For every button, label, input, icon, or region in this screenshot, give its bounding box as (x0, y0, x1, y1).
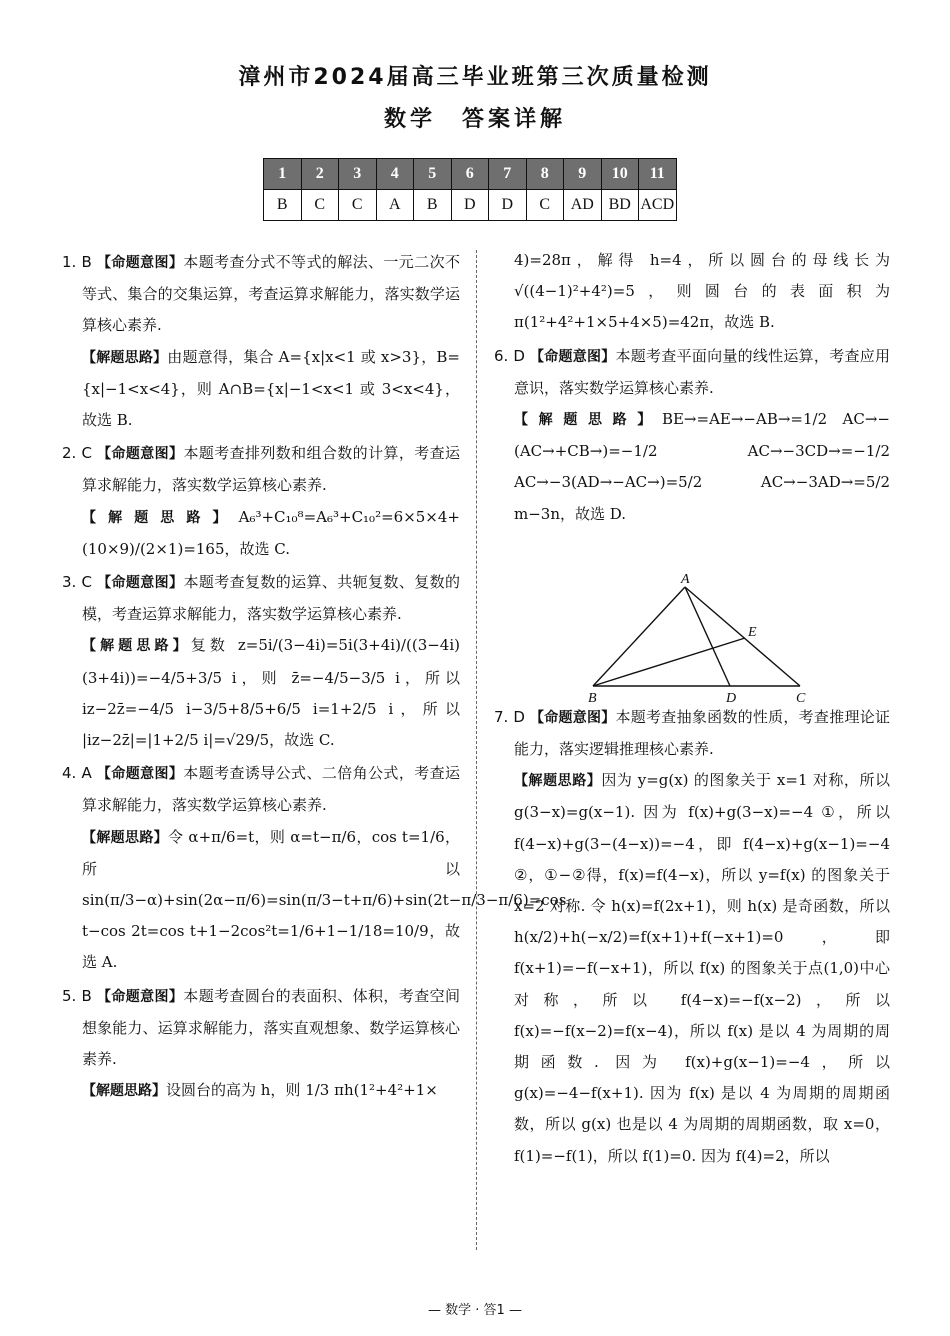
answer-cell: D (451, 190, 489, 221)
answer-cell: B (264, 190, 302, 221)
point-label-e: E (748, 625, 757, 640)
intent-label: 【命题意图】 (96, 766, 184, 783)
answer-key-answer-row (264, 190, 677, 221)
intent-text: 本题考查排列数和组合数的计算，考查运算求解能力，落实数学运算核心素养. (82, 444, 460, 495)
approach-text: A₆³+C₁₀⁸=A₆³+C₁₀²=6×5×4+(10×9)/(2×1)=165，故选 C. (82, 507, 460, 558)
answer-key-table (263, 158, 677, 221)
question-number: 8 (526, 159, 564, 190)
question-number: 7 (489, 159, 527, 190)
triangle-figure (580, 570, 820, 710)
solution-1-approach (60, 342, 460, 437)
solution-6 (492, 341, 890, 404)
answer-cell: D (489, 190, 527, 221)
page-subtitle: 数学 答案详解 (383, 107, 566, 132)
intent-label: 【命题意图】 (96, 988, 184, 1005)
answer-key-number-row (264, 159, 677, 190)
solution-5 (60, 981, 460, 1076)
question-head: 4. A (62, 764, 92, 783)
question-number: 10 (601, 159, 639, 190)
intent-text: 本题考查平面向量的线性运算，考查应用意识，落实数学运算核心素养. (514, 346, 890, 397)
segment-ad (685, 587, 730, 686)
solution-6-approach (492, 404, 890, 530)
intent-text: 本题考查复数的运算、共轭复数、复数的模，考查运算求解能力，落实数学运算核心素养. (82, 573, 460, 624)
intent-text: 本题考查抽象函数的性质，考查推理论证能力，落实逻辑推理核心素养. (514, 707, 890, 759)
approach-label: 【解题思路】 (514, 412, 662, 429)
page-footer: — 数学 · 答1 — (428, 1303, 522, 1318)
solution-7 (492, 702, 890, 765)
intent-label: 【命题意图】 (529, 709, 616, 726)
solution-7-approach (492, 765, 890, 1172)
answer-cell: A (376, 190, 414, 221)
answer-cell: C (339, 190, 377, 221)
solution-5-approach (60, 1075, 460, 1107)
solution-3-approach (60, 630, 460, 756)
answer-cell: ACD (639, 190, 677, 221)
intent-label: 【命题意图】 (97, 446, 184, 463)
point-label-d: D (726, 691, 737, 706)
solution-5-continued (492, 245, 890, 339)
question-head: 3. C (62, 573, 92, 592)
question-number: 3 (339, 159, 377, 190)
question-head: 7. D (494, 707, 525, 726)
page-title: 漳州市2024届高三毕业班第三次质量检测 (238, 65, 712, 90)
approach-label: 【解题思路】 (82, 829, 168, 846)
intent-label: 【命题意图】 (97, 575, 184, 592)
question-head: 6. D (494, 346, 525, 365)
solution-1 (60, 247, 460, 342)
solution-4-approach (60, 822, 567, 979)
answer-cell: C (526, 190, 564, 221)
answer-cell: C (301, 190, 339, 221)
answer-cell: B (414, 190, 452, 221)
question-head: 2. C (62, 444, 92, 463)
question-number: 2 (301, 159, 339, 190)
solution-3 (60, 567, 460, 630)
question-number: 9 (564, 159, 602, 190)
intent-label: 【命题意图】 (96, 255, 184, 271)
column-divider (476, 250, 477, 1250)
question-number: 1 (264, 159, 302, 190)
segment-ac (685, 587, 800, 686)
approach-label: 【解题思路】 (82, 509, 239, 526)
intent-text: 本题考查分式不等式的解法、一元二次不等式、集合的交集运算，考查运算求解能力，落实数学运算核心素养. (82, 253, 460, 335)
approach-label: 【解题思路】 (82, 349, 168, 366)
answer-cell: AD (564, 190, 602, 221)
solution-2-approach (60, 502, 460, 565)
question-number: 11 (639, 159, 677, 190)
answer-cell: BD (601, 190, 639, 221)
approach-text: 复数 z=5i/(3−4i)=5i(3+4i)/((3−4i)(3+4i))=−4/5+3/5 i，则 z̄=−4/5−3/5 i，所以 iz−2z̄=−4/5 i−3/5+8/5+6/5 i=1+2/5 i，所以 |iz−2z̄|=|1+2/5 i|=√29/5，故选 C. (82, 636, 460, 750)
intent-label: 【命题意图】 (529, 348, 616, 365)
point-label-b: B (588, 691, 597, 706)
intent-text: 本题考查圆台的表面积、体积，考查空间想象能力、运算求解能力，落实直观想象、数学运算核心素养. (82, 986, 460, 1069)
approach-text: 令 α+π/6=t，则 α=t−π/6，cos t=1/6，所以 sin(π/3−α)+sin(2α−π/6)=sin(π/3−t+π/6)+sin(2t−π/3−π/6)=cos t−cos 2t=cos t+1−2cos²t=1/6+1−1/18=10/9，故选 A. (82, 827, 567, 972)
point-label-c: C (796, 691, 806, 706)
approach-text: 因为 y=g(x) 的图象关于 x=1 对称，所以 g(3−x)=g(x−1). 因为 f(x)+g(3−x)=−4 ①，所以 f(4−x)+g(3−(4−x))=−4，即 f(4−x)+g(x−1)=−4 ②，①−②得，f(x)=f(4−x)，所以 y=f(x) 的图象关于 x=2 对称. 令 h(x)=f(2x+1)，则 h(x) 是奇函数，所以 h(x/2)+h(−x/2)=f(x+1)+f(−x+1)=0，即 f(x+1)=−f(−x+1)，所以 f(x) 的图象关于点(1,0)中心对称，所以 f(4−x)=−f(x−2)，所以 f(x)=−f(x−2)=f(x−4)，所以 f(x) 是以 4 为周期的周期函数. 因为 f(x)+g(x−1)=−4，所以 g(x)=−4−f(x+1). 因为 f(x) 是以 4 为周期的周期函数，所以 g(x) 也是以 4 为周期的周期函数，取 x=0，f(1)=−f(1)，所以 f(1)=0. 因为 f(4)=2，所以 (514, 771, 891, 1165)
solution-2 (60, 438, 460, 501)
intent-text: 本题考查诱导公式、二倍角公式，考查运算求解能力，落实数学运算核心素养. (82, 764, 461, 815)
approach-text: 设圆台的高为 h，则 1/3 πh(1²+4²+1× (166, 1081, 438, 1100)
approach-label: 【解题思路】 (82, 638, 191, 655)
approach-text: 4)=28π，解得 h=4，所以圆台的母线长为 √((4−1)²+4²)=5，则圆台的表面积为 π(1²+4²+1×5+4×5)=42π，故选 B. (514, 251, 890, 332)
approach-text: 由题意得，集合 A={x|x<1 或 x>3}，B={x|−1<x<4}，则 A∩B={x|−1<x<1 或 3<x<4}，故选 B. (82, 347, 460, 430)
question-head: 1. B (62, 253, 92, 271)
question-number: 4 (376, 159, 414, 190)
solution-4 (60, 758, 460, 821)
question-number: 5 (414, 159, 452, 190)
question-head: 5. B (62, 986, 92, 1005)
question-number: 6 (451, 159, 489, 190)
approach-label: 【解题思路】 (514, 773, 602, 790)
approach-label: 【解题思路】 (82, 1083, 166, 1100)
approach-text: BE→=AE→−AB→=1/2 AC→−(AC→+CB→)=−1/2 AC→−3CD→=−1/2 AC→−3(AD→−AC→)=5/2 AC→−3AD→=5/2 m−3n，故选 D. (514, 410, 890, 523)
point-label-a: A (681, 572, 690, 587)
